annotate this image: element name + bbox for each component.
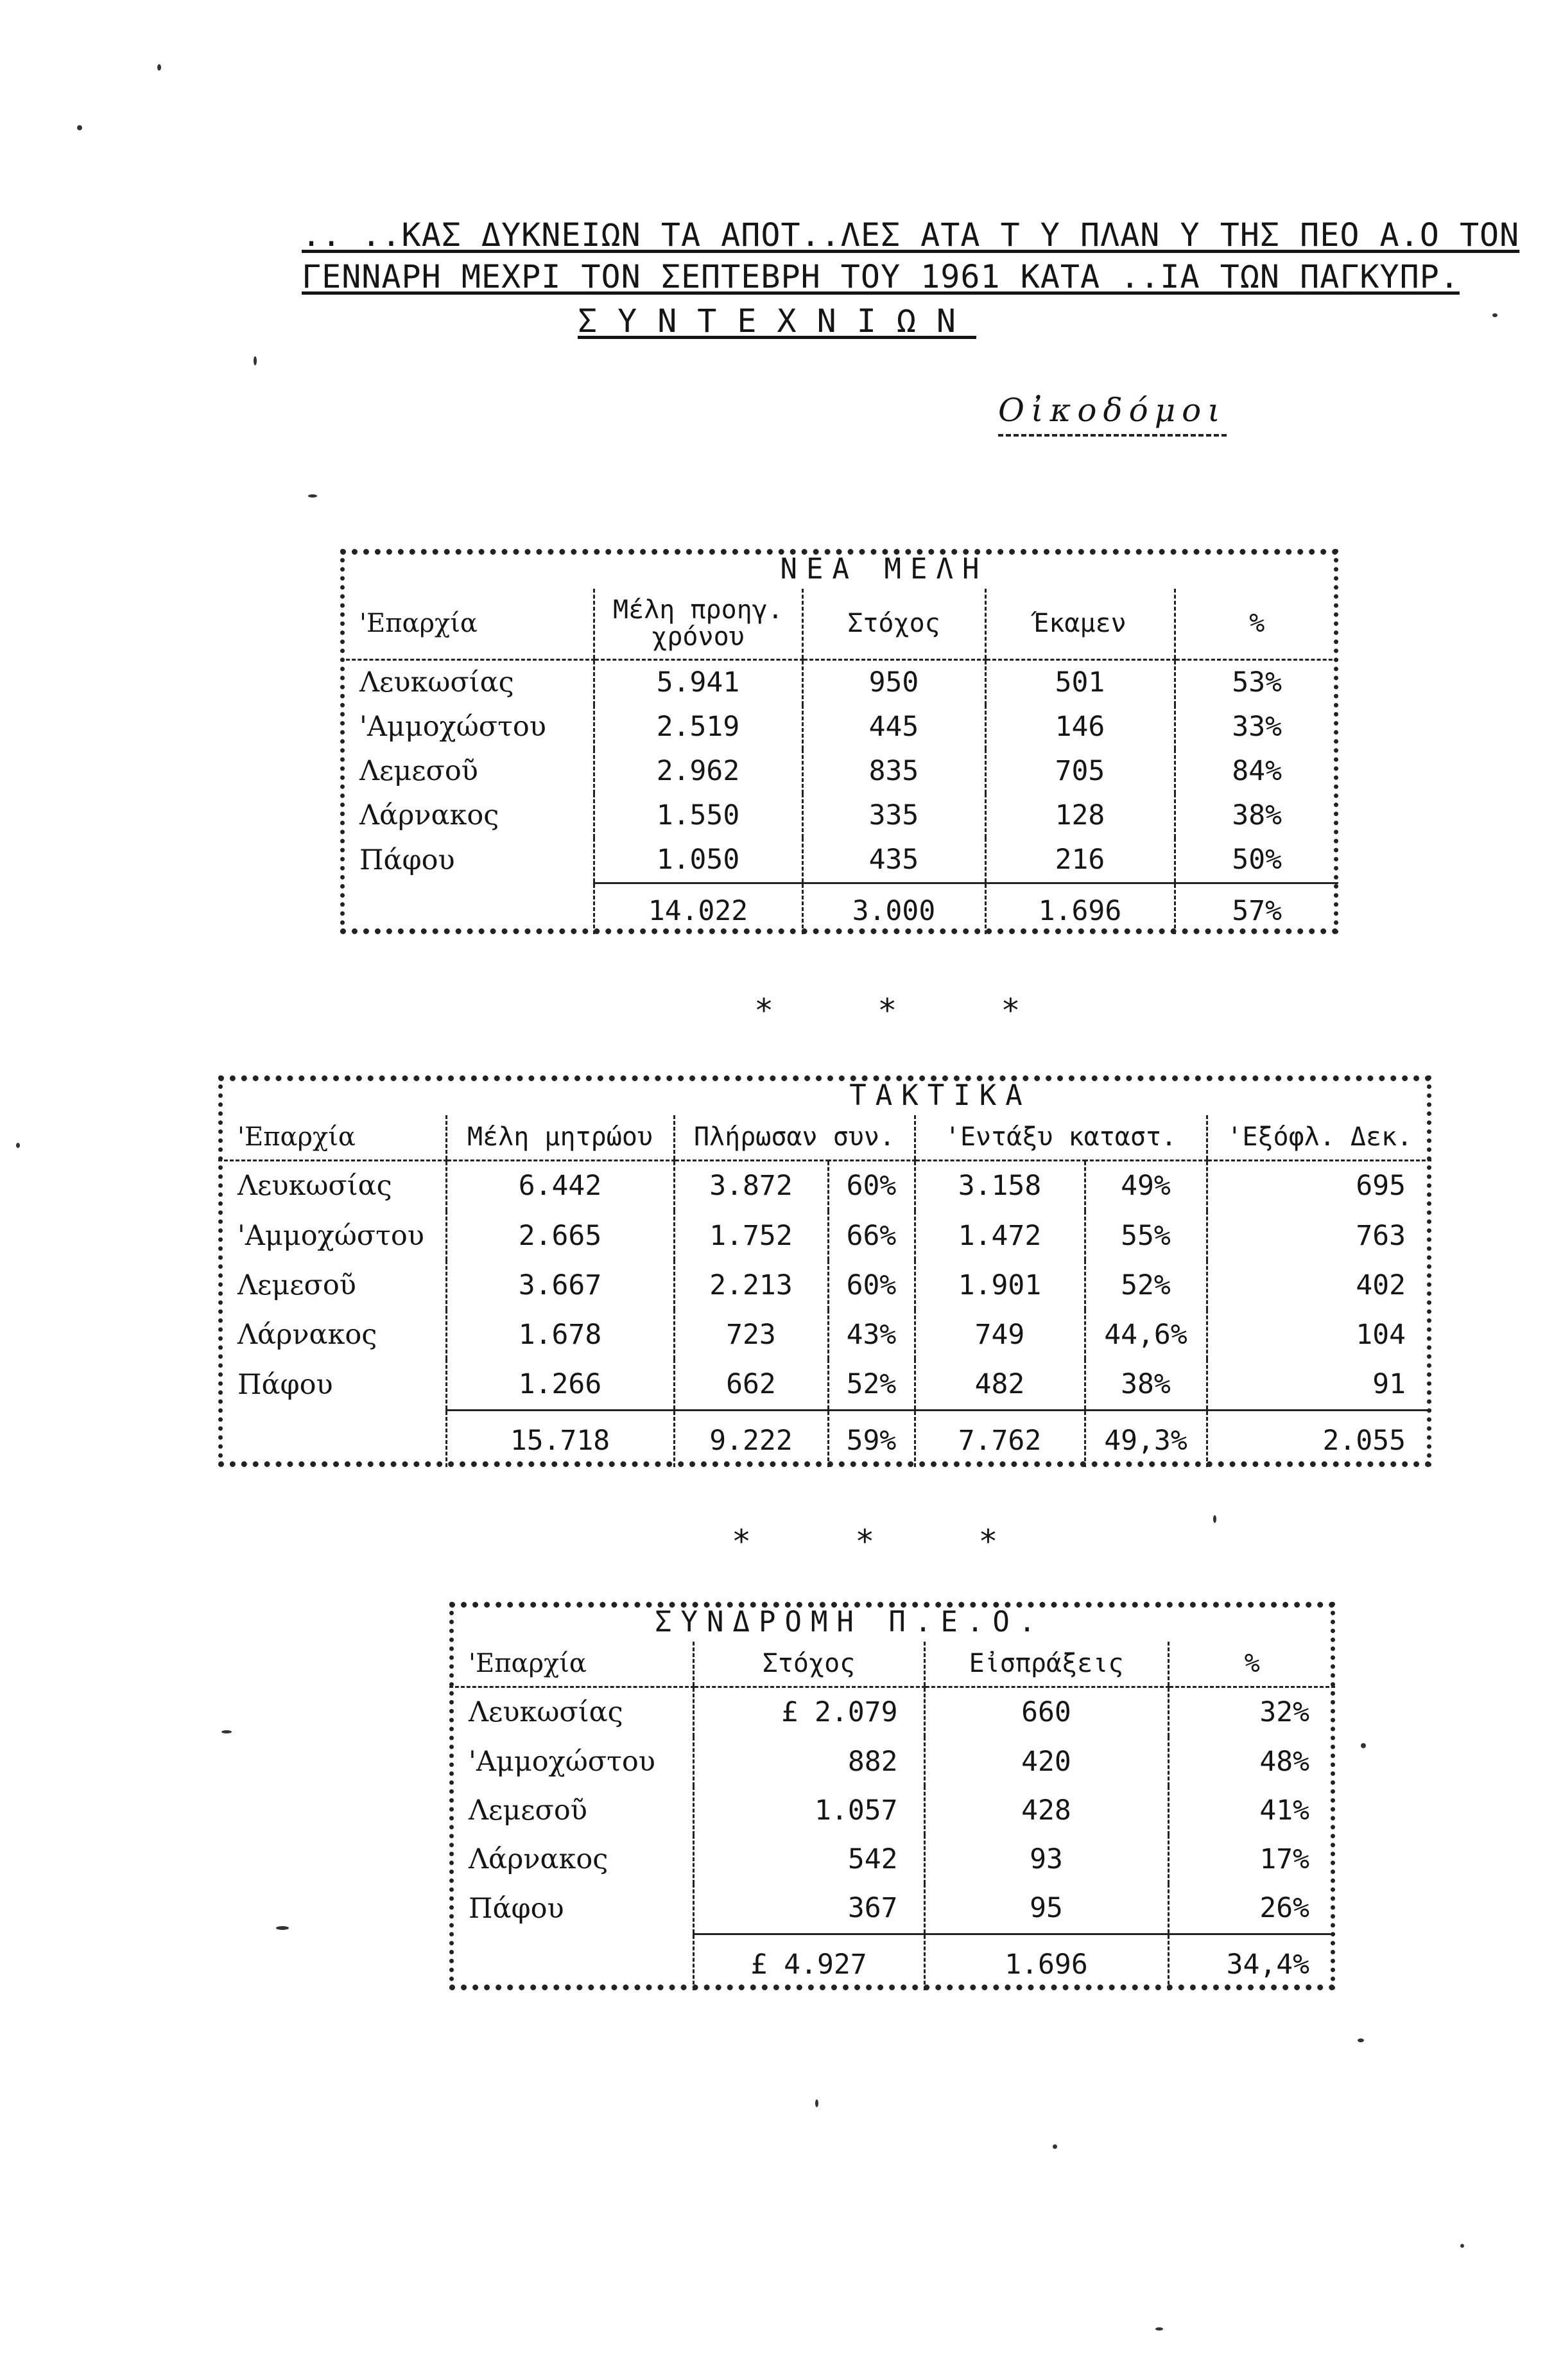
province-name: Λεμεσοῦ [469, 1794, 587, 1827]
table-row [218, 1359, 1431, 1410]
total-cell: £ 4.927 [693, 1934, 924, 1990]
table-title: ΝΕΑ ΜΕΛΗ [780, 552, 988, 586]
table-row [449, 1835, 1335, 1884]
table-cell: 5.941 [594, 659, 802, 705]
scan-speck [1492, 313, 1498, 317]
table-cell: 33% [1175, 705, 1338, 749]
table-cell: 3.158 [915, 1160, 1085, 1211]
total-cell: 34,4% [1168, 1934, 1335, 1990]
table-cell: 1.472 [915, 1211, 1085, 1260]
section-subtitle: Οἰκοδόμοι [998, 392, 1227, 437]
table-cell: 2.213 [674, 1260, 828, 1310]
table-row [218, 1310, 1431, 1359]
scan-speck [221, 1730, 232, 1733]
column-header: Εἰσπράξεις [924, 1642, 1168, 1687]
table-cell: 3.667 [446, 1260, 674, 1310]
column-header: Στόχος [693, 1642, 924, 1687]
table-cell: 128 [985, 794, 1175, 838]
table-cell: 501 [985, 659, 1175, 705]
scan-speck [815, 2099, 818, 2107]
table-cell: 445 [802, 705, 985, 749]
table-cell: 52% [1085, 1260, 1207, 1310]
table-row [340, 794, 1338, 838]
column-header: Μέλη μητρώου [446, 1115, 674, 1160]
total-row [218, 1410, 1431, 1467]
table-row [340, 838, 1338, 883]
table-cell: 95 [924, 1884, 1168, 1934]
total-row [449, 1934, 1335, 1990]
new-members-table [340, 549, 1338, 934]
province-name: Λεμεσοῦ [237, 1269, 356, 1301]
table-cell: 723 [674, 1310, 828, 1359]
table-cell: 1.678 [446, 1310, 674, 1359]
table-cell: 146 [985, 705, 1175, 749]
table-cell: 53% [1175, 659, 1338, 705]
table-cell: 435 [802, 838, 985, 883]
scan-speck [1460, 2244, 1464, 2248]
column-header: Μέλη προηγ. χρόνου [594, 589, 802, 659]
total-cell: 9.222 [674, 1410, 828, 1467]
scan-speck [1213, 1515, 1216, 1523]
table-cell: 950 [802, 659, 985, 705]
column-header: 'Επαρχία [218, 1115, 446, 1160]
table-row [218, 1160, 1431, 1211]
scan-speck [308, 494, 317, 498]
column-header: 'Επαρχία [340, 589, 594, 659]
table-cell: 41% [1168, 1786, 1335, 1835]
scan-speck [157, 64, 161, 71]
table-row [449, 1884, 1335, 1934]
total-cell: 1.696 [985, 883, 1175, 934]
table-cell: 482 [915, 1359, 1085, 1410]
table-row [340, 659, 1338, 705]
scan-speck [276, 1926, 289, 1930]
regular-members-table [218, 1075, 1431, 1467]
column-header: 'Επαρχία [449, 1642, 693, 1687]
scan-speck [77, 125, 82, 130]
table-cell: 695 [1207, 1160, 1431, 1211]
column-header: Έκαμεν [985, 589, 1175, 659]
table-cell: 49% [1085, 1160, 1207, 1211]
scan-speck [1155, 2327, 1163, 2331]
table-row [218, 1260, 1431, 1310]
table-cell: 882 [693, 1737, 924, 1785]
scan-speck [1053, 2144, 1057, 2149]
table-cell: 38% [1085, 1359, 1207, 1410]
column-header: Στόχος [802, 589, 985, 659]
document-title-line-3: ΣΥΝΤΕΧΝΙΩΝ [578, 302, 977, 340]
table-cell: 44,6% [1085, 1310, 1207, 1359]
table-row [218, 1211, 1431, 1260]
table-row [340, 705, 1338, 749]
scan-speck [254, 356, 257, 365]
province-name: Πάφου [359, 844, 455, 877]
section-separator: * * * [732, 1523, 1040, 1560]
table-cell: 749 [915, 1310, 1085, 1359]
total-cell: 7.762 [915, 1410, 1085, 1467]
document-title-line-1: .. ..ΚΑΣ ΔΥΚΝΕΙΩΝ ΤΑ ΑΠΟΤ..ΛΕΣ ΑΤΑ Τ Υ ΠΛΑΝ Υ ΤΗΣ ΠΕΟ Α.Ο ΤΟΝ [302, 216, 1520, 254]
total-cell: 14.022 [594, 883, 802, 934]
table-cell: 32% [1168, 1687, 1335, 1737]
province-name: 'Αμμοχώστου [469, 1745, 655, 1778]
table-cell: 48% [1168, 1737, 1335, 1785]
table-cell: £ 2.079 [693, 1687, 924, 1737]
province-name: Λεμεσοῦ [359, 755, 478, 788]
table-cell: 55% [1085, 1211, 1207, 1260]
table-cell: 705 [985, 749, 1175, 794]
table-cell: 26% [1168, 1884, 1335, 1934]
table-cell: 93 [924, 1835, 1168, 1884]
table-cell: 2.519 [594, 705, 802, 749]
province-name: Λευκωσίας [469, 1696, 623, 1728]
table-cell: 6.442 [446, 1160, 674, 1211]
subscription-table [449, 1602, 1335, 1990]
total-cell: 15.718 [446, 1410, 674, 1467]
table-row [449, 1687, 1335, 1737]
total-cell: 59% [828, 1410, 915, 1467]
table-cell: 1.266 [446, 1359, 674, 1410]
section-separator: * * * [754, 992, 1063, 1029]
table-cell: 428 [924, 1786, 1168, 1835]
table-cell: 763 [1207, 1211, 1431, 1260]
table-cell: 1.550 [594, 794, 802, 838]
column-header: 'Εντάξυ καταστ. [915, 1115, 1207, 1160]
table-cell: 38% [1175, 794, 1338, 838]
table-cell: 1.752 [674, 1211, 828, 1260]
table-cell: 335 [802, 794, 985, 838]
table-cell: 104 [1207, 1310, 1431, 1359]
scan-speck [16, 1143, 20, 1148]
table-cell: 60% [828, 1160, 915, 1211]
table-cell: 1.057 [693, 1786, 924, 1835]
table-cell: 402 [1207, 1260, 1431, 1310]
province-name: Λευκωσίας [359, 666, 514, 699]
table-row [449, 1737, 1335, 1785]
table-cell: 52% [828, 1359, 915, 1410]
total-cell: 57% [1175, 883, 1338, 934]
column-header: Πλήρωσαν συν. [674, 1115, 915, 1160]
table-cell: 60% [828, 1260, 915, 1310]
table-cell: 17% [1168, 1835, 1335, 1884]
column-header: % [1168, 1642, 1335, 1687]
table-cell: 367 [693, 1884, 924, 1934]
province-name: Λάρνακος [237, 1318, 377, 1351]
table-title: ΤΑΚΤΙΚΑ [849, 1079, 1031, 1112]
table-cell: 1.901 [915, 1260, 1085, 1310]
province-name: Λευκωσίας [237, 1170, 392, 1203]
province-name: Λάρνακος [469, 1843, 609, 1875]
table-cell: 216 [985, 838, 1175, 883]
total-cell: 49,3% [1085, 1410, 1207, 1467]
table-cell: 420 [924, 1737, 1168, 1785]
table-cell: 2.665 [446, 1211, 674, 1260]
scan-speck [1361, 1743, 1366, 1748]
total-cell: 3.000 [802, 883, 985, 934]
table-cell: 43% [828, 1310, 915, 1359]
table-cell: 835 [802, 749, 985, 794]
province-name: Πάφου [469, 1893, 564, 1925]
table-title: ΣΥΝΔΡΟΜΗ Π.Ε.Ο. [655, 1605, 1045, 1638]
table-cell: 50% [1175, 838, 1338, 883]
table-cell: 542 [693, 1835, 924, 1884]
total-row [340, 883, 1338, 934]
table-row [449, 1786, 1335, 1835]
table-cell: 662 [674, 1359, 828, 1410]
table-cell: 2.962 [594, 749, 802, 794]
column-header: 'Εξόφλ. Δεκ. [1207, 1115, 1431, 1160]
province-name: 'Αμμοχώστου [359, 711, 546, 743]
province-name: Λάρνακος [359, 799, 499, 832]
table-cell: 660 [924, 1687, 1168, 1737]
table-cell: 66% [828, 1211, 915, 1260]
province-name: Πάφου [237, 1368, 333, 1401]
province-name: 'Αμμοχώστου [237, 1219, 424, 1252]
table-cell: 91 [1207, 1359, 1431, 1410]
table-cell: 3.872 [674, 1160, 828, 1211]
scan-speck [1358, 2038, 1364, 2042]
table-row [340, 749, 1338, 794]
table-cell: 84% [1175, 749, 1338, 794]
column-header: % [1175, 589, 1338, 659]
document-title-line-2: ΓΕΝΝΑΡΗ ΜΕΧΡΙ ΤΟΝ ΣΕΠΤΕΒΡΗ ΤΟΥ 1961 ΚΑΤΑ ..ΙΑ ΤΩΝ ΠΑΓΚΥΠΡ. [302, 258, 1460, 295]
total-cell: 2.055 [1207, 1410, 1431, 1467]
table-cell: 1.050 [594, 838, 802, 883]
total-cell: 1.696 [924, 1934, 1168, 1990]
